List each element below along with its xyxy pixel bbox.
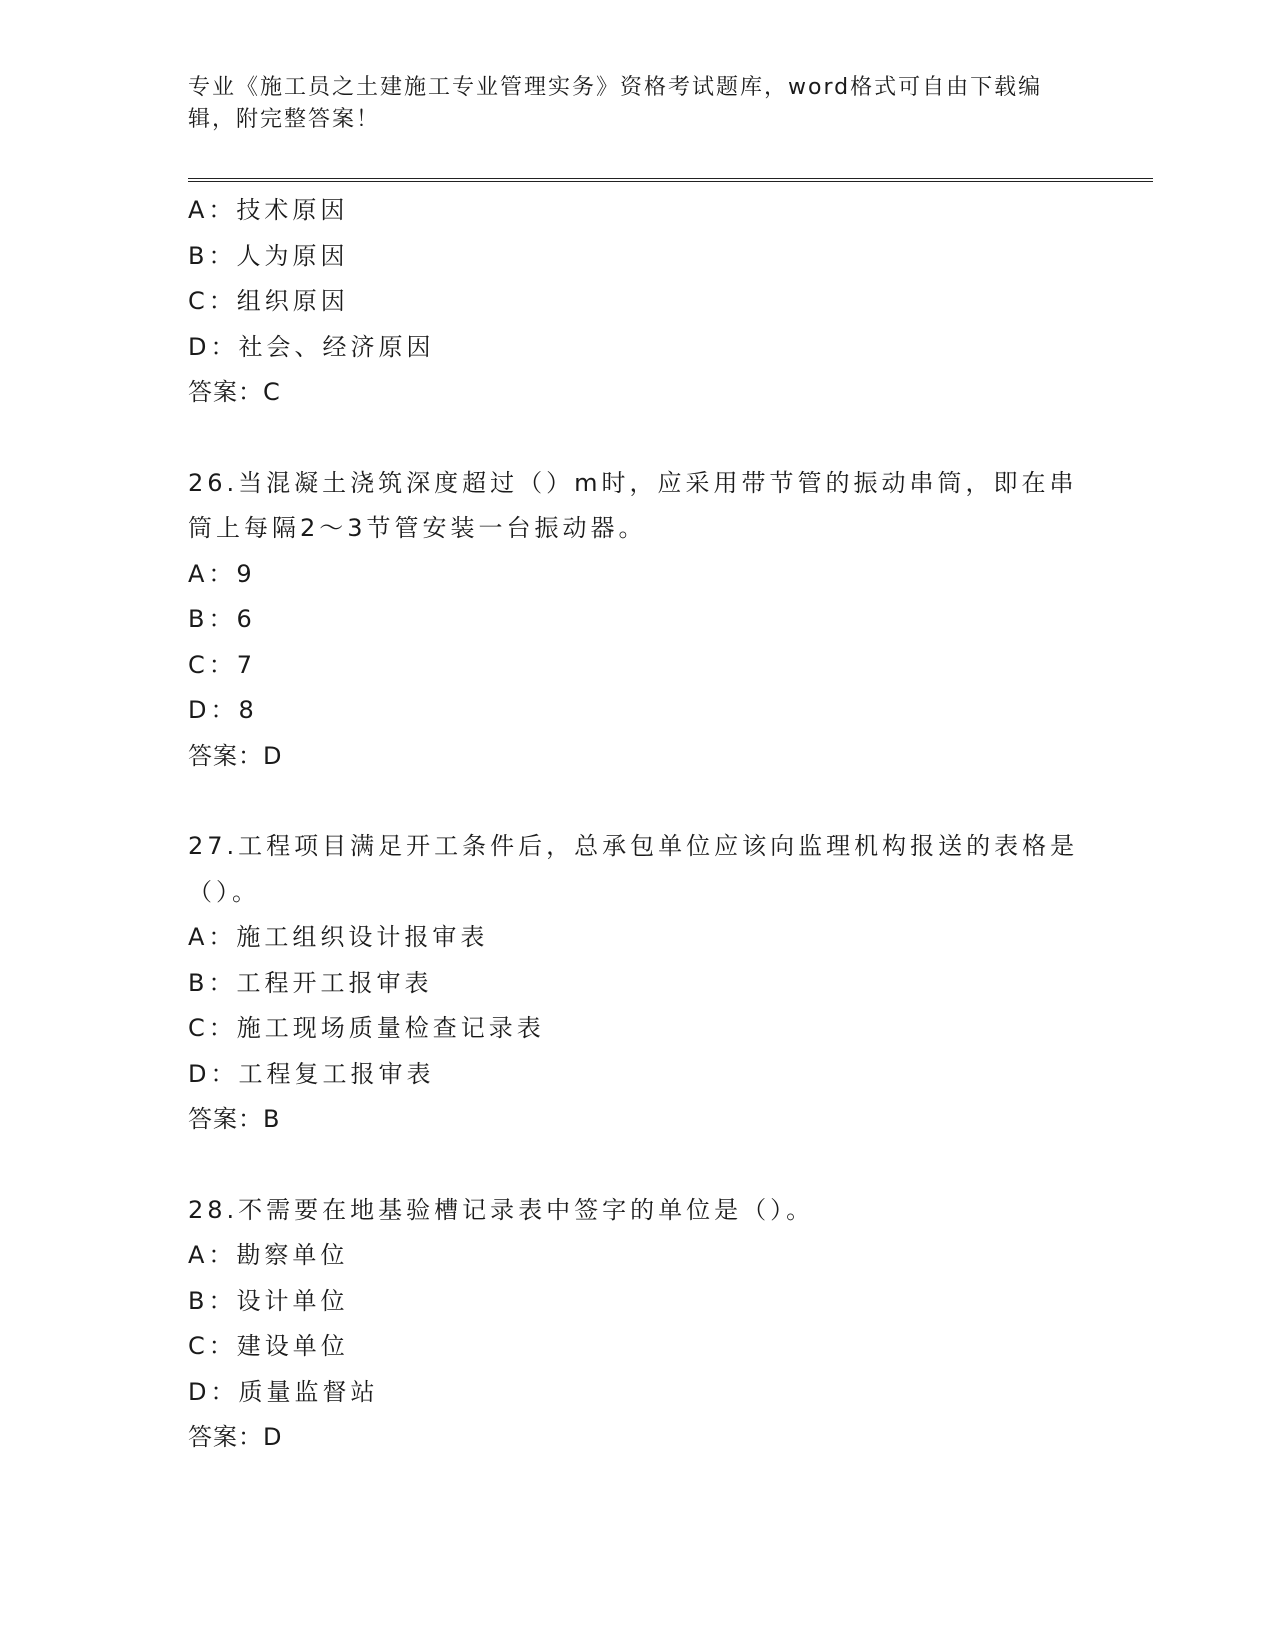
option-d: D：质量监督站 bbox=[188, 1377, 379, 1406]
spacer bbox=[188, 416, 1088, 461]
answer-line: 答案：D bbox=[188, 741, 283, 770]
option-a: A：技术原因 bbox=[188, 196, 349, 224]
answer-line: 答案：D bbox=[188, 1423, 283, 1451]
option-c: C：组织原因 bbox=[188, 287, 349, 315]
option-c: C：施工现场质量检查记录表 bbox=[188, 1014, 545, 1042]
option-b: B：工程开工报审表 bbox=[188, 968, 433, 997]
spacer bbox=[188, 779, 1088, 824]
option-b: B：人为原因 bbox=[188, 241, 349, 270]
option-b: B：设计单位 bbox=[188, 1286, 349, 1315]
page-header: 专业《施工员之土建施工专业管理实务》资格考试题库，word格式可自由下载编辑，附完整答案！ bbox=[188, 75, 1043, 132]
option-a: A：9 bbox=[188, 559, 256, 588]
option-d: D：工程复工报审表 bbox=[188, 1059, 435, 1088]
option-d: D：社会、经济原因 bbox=[188, 332, 435, 361]
question-stem: 28.不需要在地基验槽记录表中签字的单位是（）。 bbox=[188, 1195, 815, 1224]
question-28 bbox=[188, 1188, 1088, 1461]
answer-line: 答案：B bbox=[188, 1105, 281, 1133]
question-27 bbox=[188, 824, 1088, 1143]
option-a: A：勘察单位 bbox=[188, 1241, 349, 1269]
spacer bbox=[188, 1143, 1088, 1188]
question-stem: 27.工程项目满足开工条件后，总承包单位应该向监理机构报送的表格是（）。 bbox=[188, 832, 1079, 906]
header-double-rule bbox=[188, 178, 1153, 182]
question-26 bbox=[188, 461, 1088, 780]
option-c: C：建设单位 bbox=[188, 1332, 349, 1360]
option-d: D：8 bbox=[188, 696, 258, 724]
question-list bbox=[188, 188, 1088, 1461]
question-25-tail bbox=[188, 188, 1088, 416]
answer-line: 答案：C bbox=[188, 378, 281, 406]
option-c: C：7 bbox=[188, 650, 257, 679]
question-stem: 26.当混凝土浇筑深度超过（）m时，应采用带节管的振动串筒，即在串筒上每隔2～3节管安装一台振动器。 bbox=[188, 468, 1078, 542]
option-b: B：6 bbox=[188, 605, 256, 633]
option-a: A：施工组织设计报审表 bbox=[188, 923, 489, 951]
